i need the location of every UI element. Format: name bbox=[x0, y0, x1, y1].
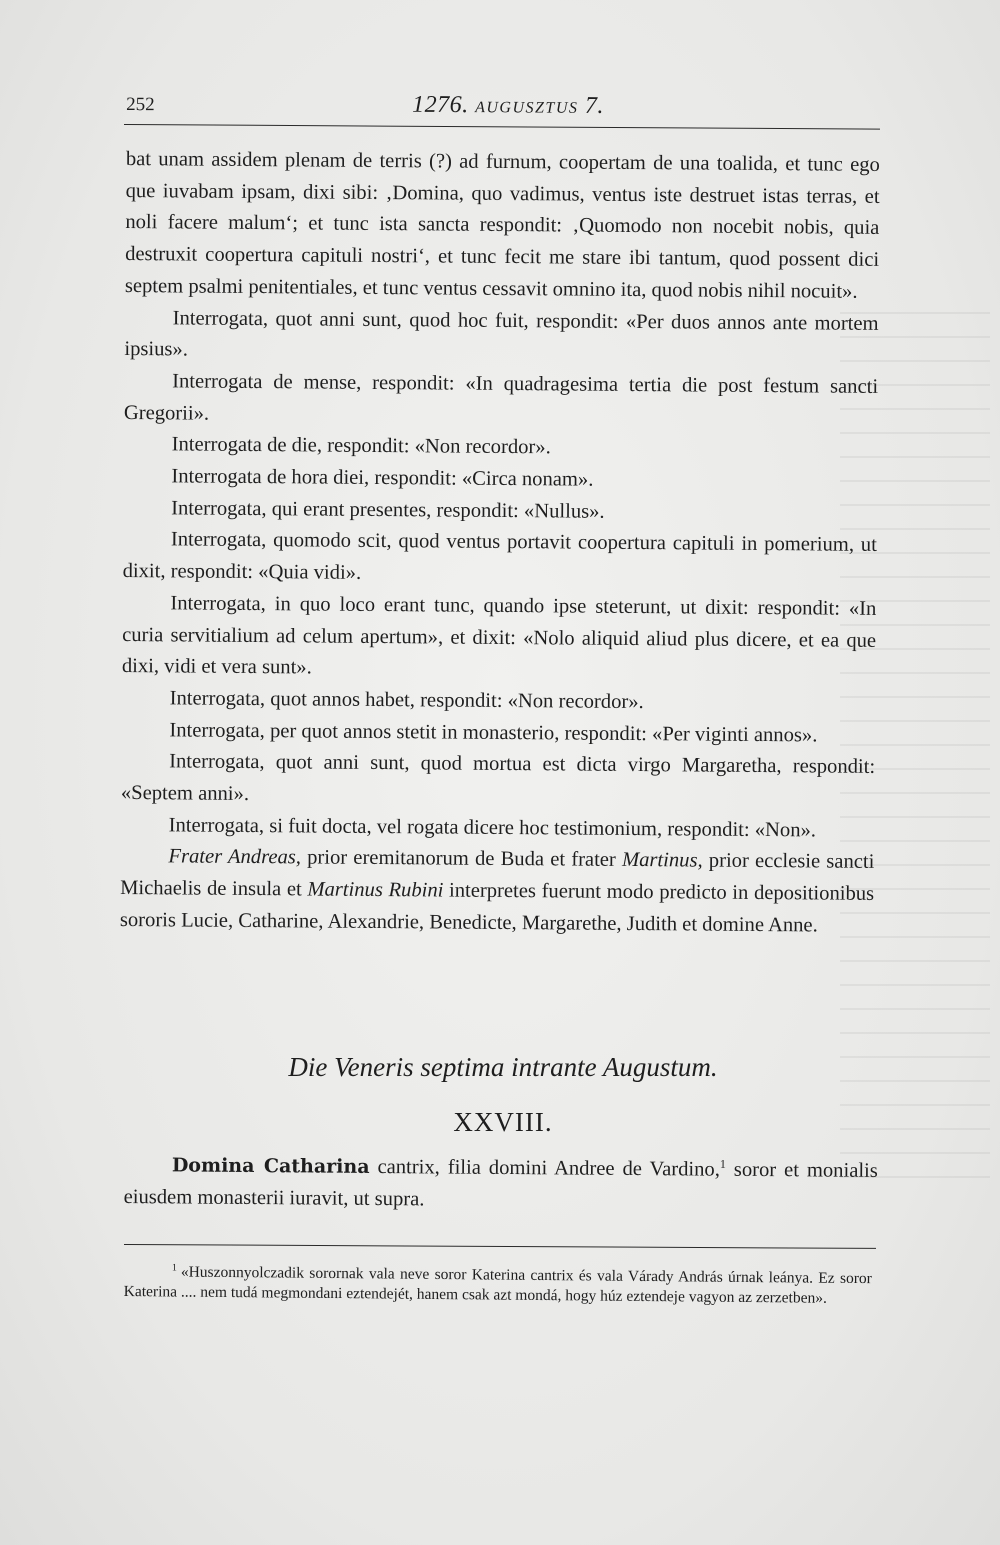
interpreters-paragraph: Frater Andreas, prior eremitanorum de Buda et frater Martinus, prior ecclesie sancti Michaelis de insula et Martinus Rubini interpretes fuerunt modo predicto in depositionibus sororis Lucie, Catharine, Alexandrie, Benedicte, Margarethe, Judith et domine Anne. bbox=[119, 845, 875, 937]
footnote-text: «Huszonnyolczadik sorornak vala neve soror Katerina cantrix és vala Várady András úrnak leánya. Ez soror Katerina .... nem tudá megmondani eztendejét, hanem csak azt mondá, hogy húz eztendeje vagyon az zerzetben». bbox=[123, 1263, 872, 1307]
footnote bbox=[124, 1262, 872, 1309]
paragraph: Interrogata, quot annos habet, respondit: «Non recordor». bbox=[169, 687, 644, 714]
main-text bbox=[120, 144, 880, 942]
paragraph: Interrogata, per quot annos stetit in monasterio, respondit: «Per viginti annos». bbox=[169, 719, 818, 747]
running-head bbox=[124, 88, 880, 130]
paragraph: Interrogata de hora diei, respondit: «Circa nonam». bbox=[171, 465, 594, 491]
paragraph: Interrogata, quot anni sunt, quod hoc fuit, respondit: «Per duos annos ante mortem ipsius». bbox=[124, 306, 879, 361]
footnote-divider bbox=[124, 1244, 876, 1249]
running-title-day: 7. bbox=[584, 92, 605, 119]
witness-name: Domina Catharina bbox=[171, 1154, 370, 1178]
paragraph: Interrogata, si fuit docta, vel rogata dicere hoc testimonium, respondit: «Non». bbox=[168, 814, 817, 842]
paragraph: Interrogata de die, respondit: «Non recordor». bbox=[171, 433, 551, 459]
running-title-year: 1276. bbox=[412, 91, 469, 119]
paragraph: bat unam assidem plenam de terris (?) ad furnum, coopertam de una toalida, et tunc ego que iuvabam ipsam, dixi sibi: ‚Domina, quo vadimus, ventus iste destruet istas terras, et noli facere malum‘; et tunc ista sancta respondit: ‚Quomodo non nocebit nobis, quia destruxit coopertura capituli nostri‘, et tunc fecit me stare ibi tantum, quod possent dici septem psalmi penitentiales, et tunc ventus cessavit omnino ita, quod nobis nihil nocuit». bbox=[124, 147, 880, 303]
page-number: 252 bbox=[126, 94, 155, 116]
section-number: XXVIII. bbox=[453, 1107, 553, 1137]
paragraph: Interrogata, in quo loco erant tunc, quando ipse steterunt, ut dixit: respondit: «In curia servitialium ad celum apertum», et dixit: «Nolo aliquid aliud plus dicere, et ea que dixi, vidi et vera sunt». bbox=[121, 592, 877, 679]
name-martinus-rubini: Martinus Rubini bbox=[307, 878, 444, 902]
paragraph: Interrogata de mense, respondit: «In quadragesima tertia die post festum sancti Gregorii». bbox=[123, 370, 879, 425]
footnote-mark: 1 bbox=[171, 1262, 177, 1274]
running-title bbox=[412, 92, 604, 120]
paragraph: Interrogata, quomodo scit, quod ventus portavit coopertura capituli in pomerium, ut dixit, respondit: «Quia vidi». bbox=[122, 528, 877, 585]
witness-entry: Domina Catharina cantrix, filia domini Andree de Vardino,$^1$ soror et monialis eiusdem monasterii iuravit, ut supra. bbox=[123, 1154, 878, 1211]
section-heading: Die Veneris septima intrante Augustum. bbox=[288, 1052, 718, 1082]
paragraph: Interrogata, quot anni sunt, quod mortua est dicta virgo Margaretha, respondit: «Septem anni». bbox=[120, 750, 876, 806]
name-frater-andreas: Frater Andreas, bbox=[168, 845, 302, 869]
name-martinus: Martinus, bbox=[621, 849, 703, 873]
running-title-month: AUGUSZTUS bbox=[475, 99, 579, 117]
paragraph: Interrogata, qui erant presentes, respondit: «Nullus». bbox=[171, 497, 605, 523]
footnote-reference: 1 bbox=[719, 1156, 727, 1171]
